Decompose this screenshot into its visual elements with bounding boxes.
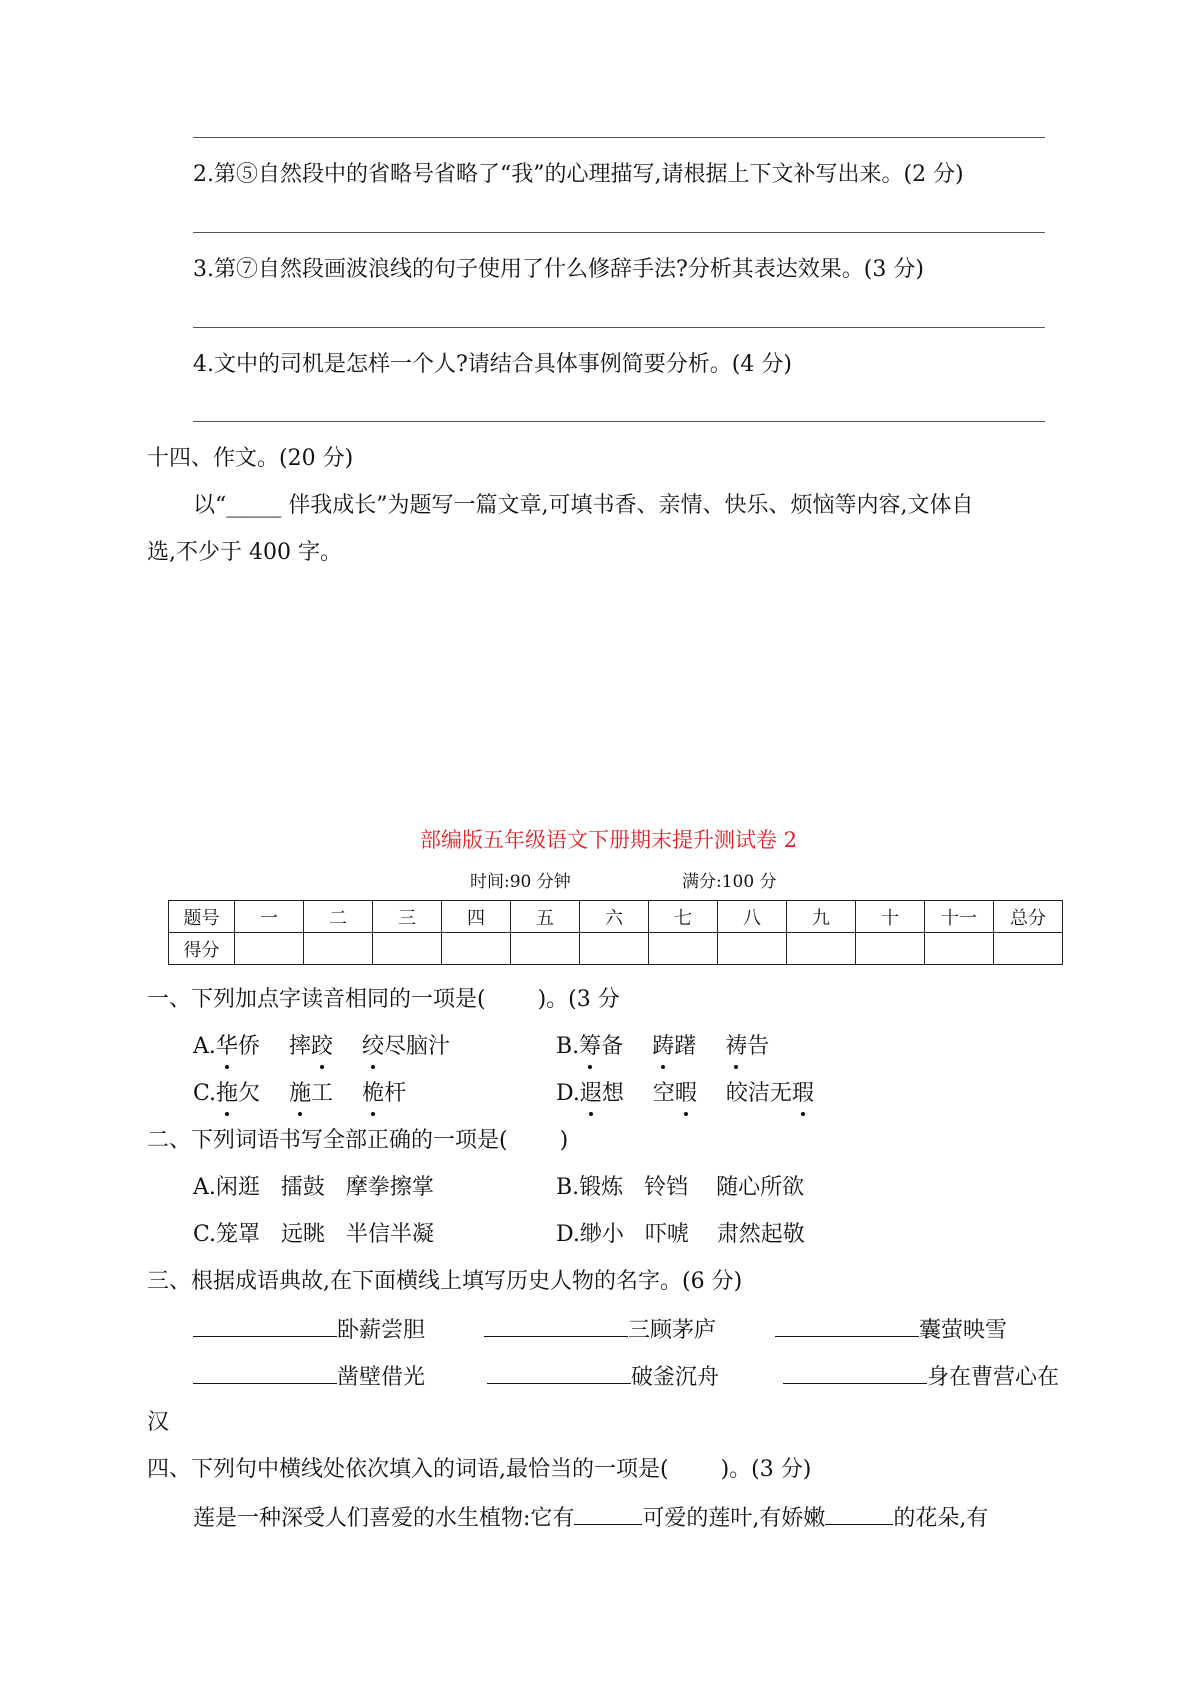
q2-option-b[interactable]: B.锻炼 铃铛 随心所欲 — [556, 1175, 805, 1200]
q1-stem — [147, 985, 620, 1015]
essay-heading: 十四、作文。(20 分) — [147, 446, 354, 471]
fill-blank[interactable] — [193, 1314, 337, 1337]
q4-text-part2: 可爱的莲叶,有娇嫩 — [642, 1506, 826, 1531]
dotted-char: 华 — [216, 1032, 238, 1062]
word-rest: 杆 — [384, 1081, 407, 1106]
option-label: C. — [193, 1081, 217, 1106]
dotted-char: 祷 — [725, 1032, 747, 1062]
word-rest: 告 — [747, 1034, 770, 1059]
q4-stem — [147, 1455, 811, 1485]
score-header-cell: 八 — [718, 901, 787, 933]
dotted-char: 踌 — [652, 1032, 674, 1062]
score-header-cell: 十 — [856, 901, 925, 933]
fill-blank[interactable] — [574, 1502, 642, 1525]
dotted-char: 筹 — [579, 1032, 601, 1062]
q2-stem-end: ) — [559, 1128, 569, 1153]
idiom-text: 破釜沉舟 — [631, 1365, 720, 1390]
idiom-text: 囊萤映雪 — [919, 1318, 1008, 1343]
q3-item-5 — [487, 1361, 719, 1393]
q1-stem-end: )。(3 分 — [537, 987, 620, 1012]
word-rest: 侨 — [237, 1034, 260, 1059]
score-header-cell: 十一 — [925, 901, 994, 933]
q2-stem-text: 二、下列词语书写全部正确的一项是( — [147, 1128, 508, 1153]
fill-blank[interactable] — [193, 1361, 337, 1384]
score-header-cell: 二 — [304, 901, 373, 933]
idiom-text: 凿壁借光 — [337, 1365, 426, 1390]
essay-prompt-line2: 选,不少于 400 字。 — [147, 540, 342, 565]
question-4: 4.文中的司机是怎样一个人?请结合具体事例简要分析。(4 分) — [193, 352, 792, 377]
dotted-char: 施 — [289, 1079, 311, 1109]
essay-prompt-line1: 以“_____ 伴我成长”为题写一篇文章,可填书香、亲情、快乐、烦恼等内容,文体自 — [193, 493, 974, 518]
fill-blank[interactable] — [487, 1361, 631, 1384]
q3-item-6 — [783, 1361, 1059, 1393]
fill-blank[interactable] — [825, 1502, 893, 1525]
idiom-text: 卧薪尝胆 — [337, 1318, 426, 1343]
score-header-cell: 六 — [580, 901, 649, 933]
score-cell[interactable] — [856, 933, 925, 965]
score-cell[interactable] — [718, 933, 787, 965]
q2-option-c[interactable]: C.笼罩 远眺 半信半凝 — [193, 1222, 435, 1247]
idiom-text: 身在曹营心在 — [927, 1365, 1060, 1390]
q4-stem-end: )。(3 分) — [720, 1457, 812, 1482]
score-header-cell: 三 — [373, 901, 442, 933]
q4-text-part3: 的花朵,有 — [893, 1506, 989, 1531]
q1-option-c[interactable] — [193, 1079, 406, 1109]
score-cell[interactable] — [304, 933, 373, 965]
q3-stem: 三、根据成语典故,在下面横线上填写历史人物的名字。(6 分) — [147, 1269, 743, 1294]
answer-line-2[interactable] — [193, 232, 1045, 233]
score-header-cell: 四 — [442, 901, 511, 933]
score-table-score-row — [169, 933, 1063, 965]
score-header-cell: 一 — [235, 901, 304, 933]
q3-item-3 — [775, 1314, 1007, 1346]
word-rest: 尽脑汁 — [383, 1034, 450, 1059]
word-rest: 想 — [601, 1081, 624, 1106]
word-head: 摔 — [288, 1034, 311, 1059]
q1-option-b[interactable] — [556, 1032, 769, 1062]
score-cell[interactable] — [373, 933, 442, 965]
q4-stem-text: 四、下列句中横线处依次填入的词语,最恰当的一项是( — [147, 1457, 669, 1482]
option-label: A. — [193, 1034, 216, 1059]
score-cell[interactable] — [511, 933, 580, 965]
q3-item-4 — [193, 1361, 425, 1393]
score-header-cell: 九 — [787, 901, 856, 933]
dotted-char: 瑕 — [792, 1079, 814, 1109]
score-cell[interactable] — [787, 933, 856, 965]
score-cell[interactable] — [994, 933, 1063, 965]
answer-line-1[interactable] — [193, 137, 1045, 138]
q3-item-1 — [193, 1314, 425, 1346]
dotted-char: 跤 — [311, 1032, 333, 1062]
dotted-char: 绞 — [362, 1032, 384, 1062]
exam-time: 时间:90 分钟 — [470, 872, 571, 892]
q4-text-part1: 莲是一种深受人们喜爱的水生植物:它有 — [193, 1506, 575, 1531]
q2-option-a[interactable]: A.闲逛 擂鼓 摩拳擦掌 — [193, 1175, 434, 1200]
idiom-text: 三顾茅庐 — [628, 1318, 717, 1343]
word-head: 皎洁无 — [725, 1081, 792, 1106]
q3-item-2 — [484, 1314, 716, 1346]
score-cell[interactable] — [235, 933, 304, 965]
dotted-char: 遐 — [580, 1079, 602, 1109]
score-table — [168, 900, 1063, 965]
word-rest: 工 — [311, 1081, 334, 1106]
question-2: 2.第⑤自然段中的省略号省略了“我”的心理描写,请根据上下文补写出来。(2 分) — [193, 162, 964, 187]
fill-blank[interactable] — [783, 1361, 927, 1384]
word-head: 空 — [652, 1081, 675, 1106]
q2-stem — [147, 1126, 568, 1156]
question-3: 3.第⑦自然段画波浪线的句子使用了什么修辞手法?分析其表达效果。(3 分) — [193, 257, 924, 282]
q4-text — [193, 1502, 988, 1534]
word-rest: 躇 — [674, 1034, 697, 1059]
score-header-cell: 总分 — [994, 901, 1063, 933]
word-rest: 备 — [601, 1034, 624, 1059]
answer-line-3[interactable] — [193, 327, 1045, 328]
fill-blank[interactable] — [775, 1314, 919, 1337]
dotted-char: 拖 — [216, 1079, 238, 1109]
q1-option-d[interactable] — [556, 1079, 814, 1109]
q2-option-d[interactable]: D.缈小 吓唬 肃然起敬 — [556, 1222, 805, 1247]
option-label: B. — [556, 1034, 580, 1059]
option-label: D. — [556, 1081, 580, 1106]
score-cell[interactable] — [925, 933, 994, 965]
q3-item-6-continued: 汉 — [147, 1410, 170, 1435]
score-header-cell: 五 — [511, 901, 580, 933]
exam-full-score: 满分:100 分 — [682, 872, 777, 892]
dotted-char: 桅 — [362, 1079, 384, 1109]
score-cell[interactable] — [580, 933, 649, 965]
score-cell[interactable] — [442, 933, 511, 965]
score-header-cell: 题号 — [169, 901, 235, 933]
score-table-header-row — [169, 901, 1063, 933]
q1-option-a[interactable] — [193, 1032, 450, 1062]
score-cell[interactable] — [649, 933, 718, 965]
exam-title: 部编版五年级语文下册期末提升测试卷 2 — [420, 828, 798, 852]
answer-line-4[interactable] — [193, 421, 1045, 422]
score-row-label: 得分 — [169, 933, 235, 965]
word-rest: 欠 — [238, 1081, 261, 1106]
dotted-char: 暇 — [675, 1079, 697, 1109]
fill-blank[interactable] — [484, 1314, 628, 1337]
score-header-cell: 七 — [649, 901, 718, 933]
q1-stem-text: 一、下列加点字读音相同的一项是( — [147, 987, 486, 1012]
